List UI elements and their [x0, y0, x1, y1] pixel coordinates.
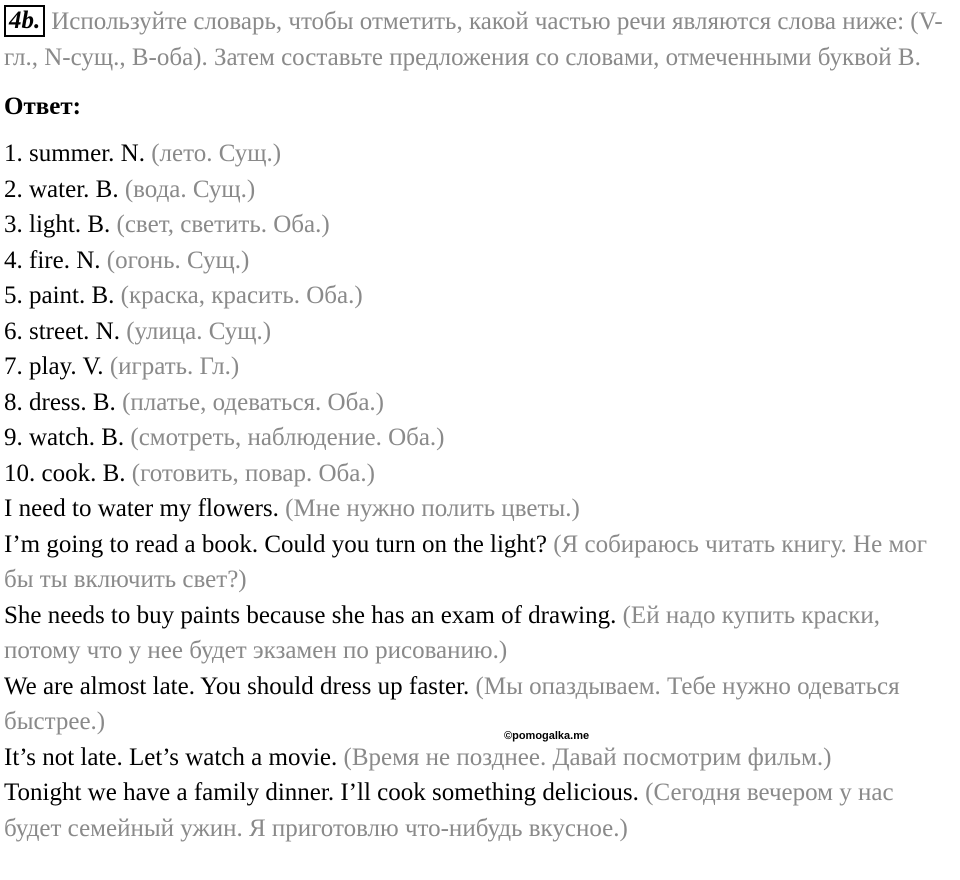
word-item [4, 172, 956, 208]
word-english: 6. street. N. [4, 317, 120, 345]
word-list [4, 136, 956, 491]
word-translation: (лето. Сущ.) [151, 140, 282, 167]
word-translation: (свет, светить. Оба.) [116, 211, 330, 238]
sentence-english: We are almost late. You should dress up faster. [4, 672, 470, 700]
word-english: 5. paint. B. [4, 282, 115, 309]
sentence-translation: (Я собираюсь читать книгу. Не мог бы ты включить свет?) [4, 530, 928, 593]
word-translation: (краска, красить. Оба.) [120, 282, 363, 309]
word-item [4, 207, 956, 243]
document-page [4, 4, 956, 846]
word-translation: (улица. Сущ.) [126, 317, 272, 345]
word-item [4, 420, 956, 456]
word-translation: (вода. Сущ.) [124, 175, 256, 203]
task-statement [4, 4, 956, 76]
sentence-translation: (Время не позднее. Давай посмотрим фильм.) [343, 743, 832, 771]
word-translation: (смотреть, наблюдение. Оба.) [130, 424, 445, 451]
sentence-english: Tonight we have a family dinner. I’ll cook something delicious. [4, 779, 639, 806]
sentence-item [4, 598, 956, 669]
sentence-translation: (Мне нужно полить цветы.) [285, 495, 580, 522]
word-item [4, 385, 956, 421]
word-item [4, 349, 956, 385]
sentence-item [4, 775, 956, 846]
sentence-translation: (Сегодня вечером у нас будет семейный ужин. Я приготовлю что-нибудь вкусное.) [4, 779, 894, 842]
task-number-badge: 4b. [4, 5, 45, 37]
word-translation: (готовить, повар. Оба.) [131, 459, 375, 487]
sentence-translation: (Мы опаздываем. Тебе нужно одеваться быстрее.) [4, 672, 900, 735]
sentence-english: I need to water my flowers. [4, 495, 279, 522]
word-item [4, 456, 956, 492]
sentence-english: It’s not late. Let’s watch a movie. [4, 743, 338, 771]
word-english: 3. light. B. [4, 211, 111, 238]
word-item [4, 314, 956, 350]
word-english: 1. summer. N. [4, 140, 145, 167]
word-english: 9. watch. B. [4, 424, 125, 451]
word-english: 2. water. B. [4, 175, 119, 203]
word-english: 7. play. V. [4, 353, 104, 380]
sentence-english: I’m going to read a book. Could you turn on the light? [4, 530, 547, 558]
word-translation: (играть. Гл.) [109, 353, 240, 380]
word-item [4, 243, 956, 279]
watermark: ©pomogalka.me [504, 730, 590, 742]
word-translation: (огонь. Сущ.) [106, 246, 250, 274]
sentence-translation: (Ей надо купить краски, потому что у нее будет экзамен по рисованию.) [4, 601, 881, 664]
word-translation: (платье, одеваться. Оба.) [122, 388, 385, 416]
sentence-english: She needs to buy paints because she has an exam of drawing. [4, 601, 617, 629]
answer-heading: Ответ: [4, 93, 81, 120]
word-item [4, 278, 956, 314]
sentence-item [4, 527, 956, 598]
sentence-item [4, 669, 956, 740]
sentence-item [4, 491, 956, 527]
word-english: 10. cook. B. [4, 459, 126, 487]
sentence-list [4, 491, 956, 846]
word-item [4, 136, 956, 172]
word-english: 8. dress. B. [4, 388, 116, 416]
task-text: Используйте словарь, чтобы отметить, какой частью речи являются слова ниже: (V-гл., N-сущ., B-оба). Затем составьте предложения со словами, отмеченными буквой B. [4, 8, 943, 71]
word-english: 4. fire. N. [4, 246, 101, 274]
sentence-item [4, 740, 956, 776]
